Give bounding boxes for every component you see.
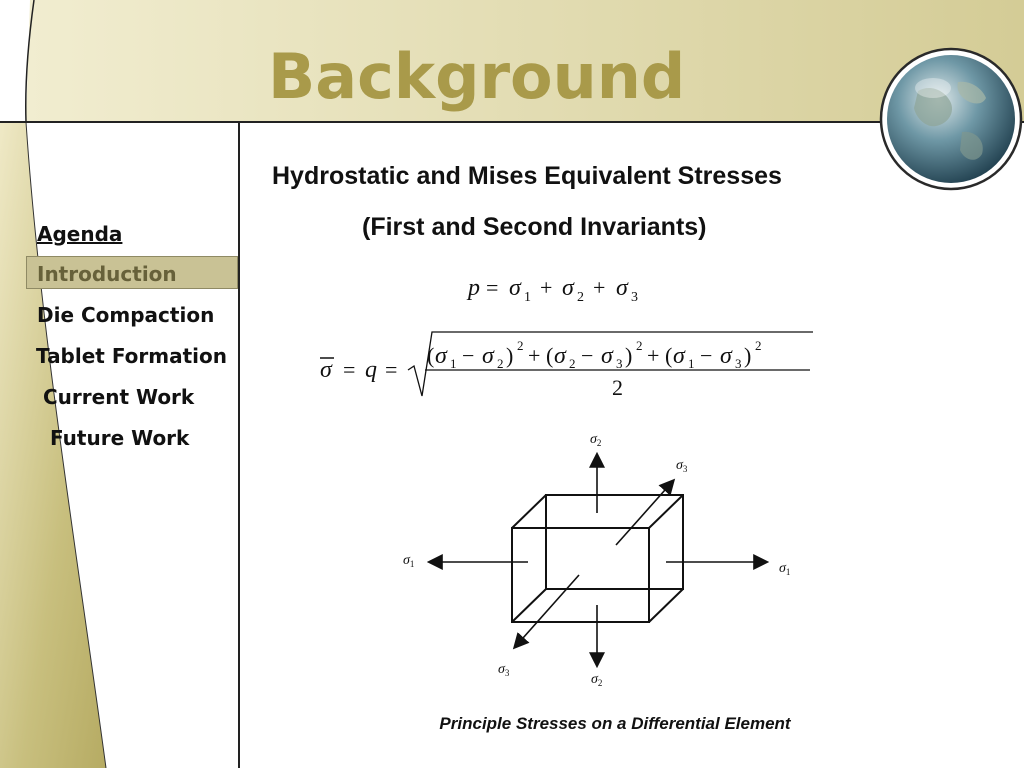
svg-text:1: 1 [524,290,531,305]
svg-text:2: 2 [517,338,524,353]
nav-item-die-compaction[interactable]: Die Compaction [37,303,215,327]
svg-text:σ: σ [562,275,574,301]
svg-text:σ: σ [673,343,685,369]
svg-text:=: = [385,357,398,382]
svg-text:2: 2 [755,338,762,353]
svg-text:2: 2 [569,356,576,371]
label-sigma3-bottom: $\sigma_3$ [498,662,510,678]
svg-text:σ: σ [720,343,732,369]
svg-text:2: 2 [497,356,504,371]
content-subheading: (First and Second Invariants) [362,213,707,241]
svg-text:+: + [528,343,541,368]
svg-text:−: − [581,343,594,368]
nav-item-introduction[interactable]: Introduction [37,262,177,286]
nav-item-agenda[interactable]: Agenda [37,222,123,246]
svg-text:+: + [540,275,553,300]
svg-text:σ: σ [554,343,566,369]
svg-text:=: = [486,275,499,300]
nav-item-current-work[interactable]: Current Work [43,385,195,409]
equations [310,262,830,412]
diagram-caption: Principle Stresses on a Differential Element [439,714,791,733]
svg-text:(: ( [427,343,435,368]
svg-text:σ: σ [482,343,494,369]
stress-element-diagram [390,425,810,695]
cube-back-face [546,495,683,589]
svg-text:2: 2 [577,290,584,305]
svg-text:σ: σ [601,343,613,369]
svg-text:2: 2 [612,375,623,400]
label-sigma2-bottom: $\sigma_2$ [591,672,603,688]
label-sigma2-top: $\sigma_2$ [590,432,602,448]
svg-text:3: 3 [735,356,742,371]
nav-item-future-work[interactable]: Future Work [50,426,190,450]
svg-text:+: + [647,343,660,368]
svg-text:1: 1 [450,356,457,371]
svg-text:+: + [593,275,606,300]
svg-text:−: − [462,343,475,368]
svg-text:−: − [700,343,713,368]
svg-text:): ) [625,343,633,368]
label-sigma3-top: $\sigma_3$ [676,458,688,474]
svg-text:=: = [343,357,356,382]
svg-text:p: p [468,275,480,301]
svg-text:σ: σ [616,275,628,301]
svg-text:3: 3 [616,356,623,371]
svg-text:σ: σ [320,357,332,383]
svg-text:): ) [506,343,514,368]
svg-text:σ: σ [509,275,521,301]
svg-text:q: q [365,357,377,383]
svg-text:3: 3 [631,290,638,305]
globe-icon [878,46,1024,192]
svg-text:1: 1 [688,356,695,371]
slide-title: Background [268,40,686,113]
svg-text:(: ( [546,343,554,368]
svg-text:σ: σ [435,343,447,369]
label-sigma1-left: $\sigma_1$ [403,553,415,569]
svg-text:2: 2 [636,338,643,353]
svg-text:): ) [744,343,752,368]
label-sigma1-right: $\sigma_1$ [779,561,791,577]
nav-item-tablet-formation[interactable]: Tablet Formation [36,344,228,368]
content-heading: Hydrostatic and Mises Equivalent Stresses [272,162,782,190]
cube-front-face [512,528,649,622]
svg-text:(: ( [665,343,673,368]
